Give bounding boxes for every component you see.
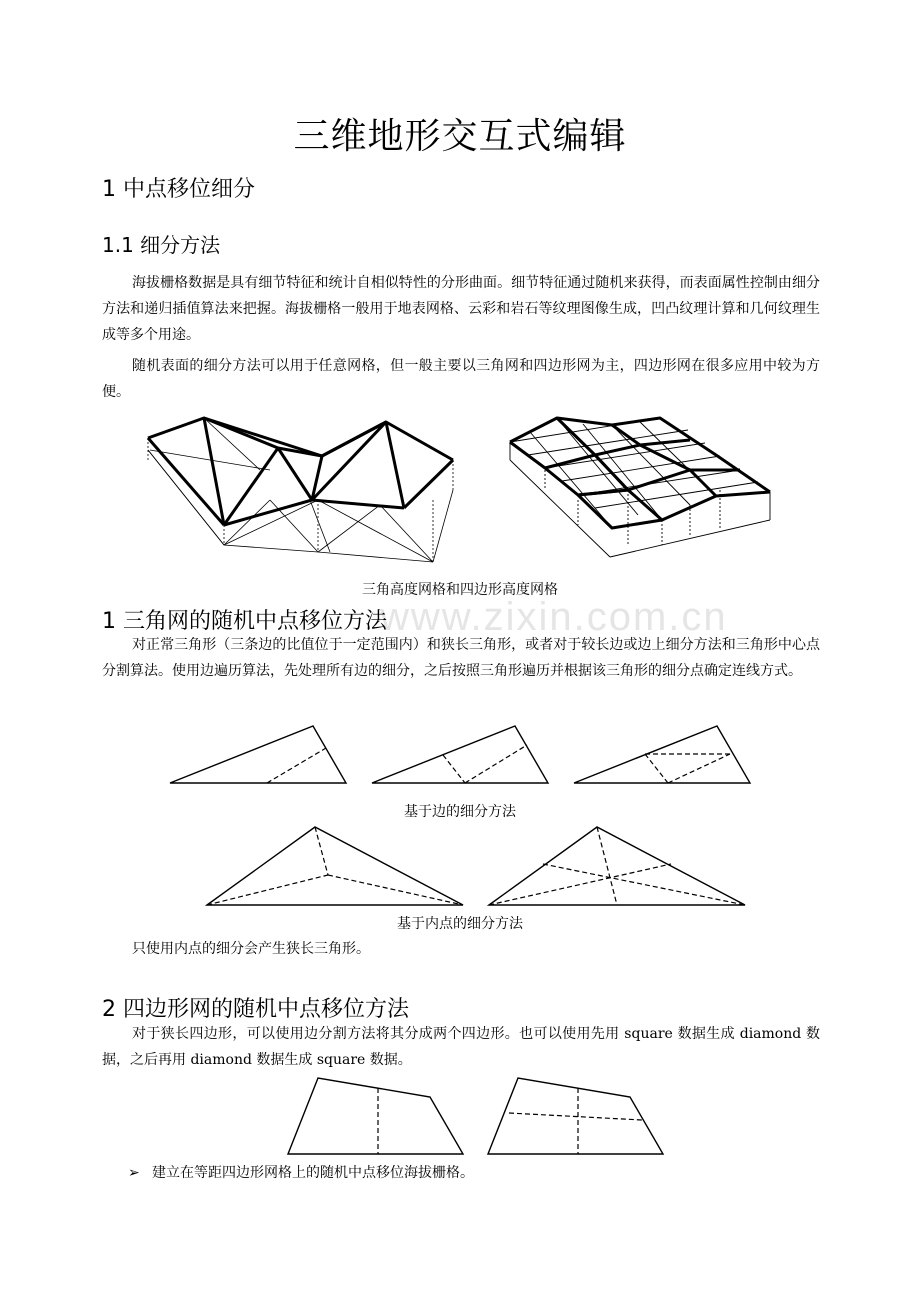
paragraph-1: 海拔栅格数据是具有细节特征和统计自相似特性的分形曲面。细节特征通过随机来获得，而表面属性控制由细分方法和递归插值算法来把握。海拔栅格一般用于地表网格、云彩和岩石等纹理图像生成，凹凸纹理计算和几何纹理生成等多个用途。 [102, 275, 820, 343]
watermark: www.zixin.com.cn [380, 595, 728, 639]
bullet-text: 建立在等距四边形网格上的随机中点移位海拔栅格。 [152, 1165, 474, 1181]
arrow-bullet-icon: ➢ [128, 1165, 140, 1181]
section-heading-quad: 2 四边形网的随机中点移位方法 [102, 997, 409, 1022]
figure-caption-2: 基于边的细分方法 [404, 804, 516, 820]
paragraph-4: 只使用内点的细分会产生狭长三角形。 [132, 941, 370, 957]
figure-caption-3: 基于内点的细分方法 [397, 916, 523, 932]
page-title: 三维地形交互式编辑 [293, 116, 627, 157]
section-heading-triangle: 1 三角网的随机中点移位方法 [102, 609, 387, 634]
paragraph-2: 随机表面的细分方法可以用于任意网格，但一般主要以三角网和四边形网为主，四边形网在很多应用中较为方便。 [102, 358, 820, 400]
section-heading-1-1: 1.1 细分方法 [102, 233, 221, 257]
section-heading-1: 1 中点移位细分 [102, 177, 255, 202]
paragraph-5: 对于狭长四边形，可以使用边分割方法将其分成两个四边形。也可以使用先用 square 数据生成 diamond 数据，之后再用 diamond 数据生成 square 数据。 [102, 1026, 820, 1068]
bullet-item [128, 1162, 474, 1182]
paragraph-3: 对正常三角形（三条边的比值位于一定范围内）和狭长三角形，或者对于较长边或边上细分方法和三角形中心点分割算法。使用边遍历算法，先处理所有边的细分，之后按照三角形遍历并根据该三角形的细分点确定连线方式。 [102, 637, 820, 679]
figure-caption-1: 三角高度网格和四边形高度网格 [362, 582, 558, 598]
